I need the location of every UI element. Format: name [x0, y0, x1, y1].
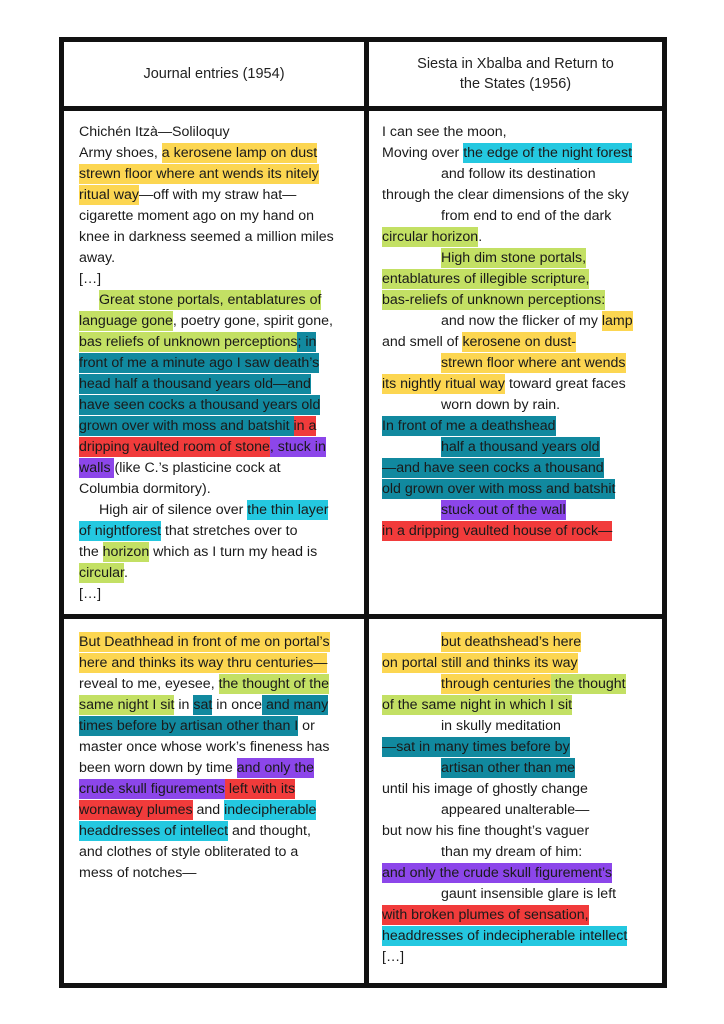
poem-line	[79, 695, 330, 716]
poem-line	[382, 353, 633, 374]
poem-line	[79, 395, 334, 416]
poem-line	[382, 374, 633, 395]
poem-line	[382, 926, 627, 947]
text-segment: […]	[79, 271, 102, 287]
poem-line	[79, 206, 334, 227]
text-segment: and thought,	[228, 823, 311, 839]
poem-line	[382, 884, 627, 905]
header-journal-line: Journal entries (1954)	[143, 66, 285, 82]
text-segment: than my dream of him:	[441, 844, 583, 860]
highlighted-text: the edge of the night forest	[463, 145, 633, 161]
poem-line	[79, 563, 334, 584]
poem-line	[79, 674, 330, 695]
poem-line	[382, 800, 627, 821]
highlighted-text: kerosene on dust-	[462, 334, 577, 350]
text-segment: or	[298, 718, 315, 734]
text-segment: and smell of	[382, 334, 463, 350]
highlighted-text: High dim stone portals,	[441, 250, 587, 266]
header-siesta-line-1: Siesta in Xbalba and Return to	[417, 56, 614, 72]
poem-line	[382, 395, 633, 416]
poem-line	[79, 653, 330, 674]
siesta-bottom-cell	[382, 632, 627, 968]
highlighted-text: and only the crude skull figurement’s	[382, 865, 613, 881]
poem-line	[382, 632, 627, 653]
poem-line	[79, 842, 330, 863]
highlighted-text: —and have seen cocks a thousand	[382, 460, 604, 476]
highlighted-text: circular	[79, 565, 124, 581]
poem-line	[79, 164, 334, 185]
text-segment: from end to end of the dark	[441, 208, 612, 224]
text-segment: in once	[212, 697, 262, 713]
text-segment: appeared unalterable—	[441, 802, 590, 818]
text-segment: until his image of ghostly change	[382, 781, 588, 797]
highlighted-text: on portal still and thinks its way	[382, 655, 578, 671]
highlighted-text: half a thousand years old	[441, 439, 600, 455]
poem-line	[382, 269, 633, 290]
poem-line	[382, 905, 627, 926]
poem-line	[382, 863, 627, 884]
text-segment: mess of notches—	[79, 865, 197, 881]
highlighted-text: In front of me a deathshead	[382, 418, 556, 434]
poem-line	[79, 332, 334, 353]
text-segment: Columbia dormitory).	[79, 481, 211, 497]
text-segment: , poetry gone, spirit gone,	[172, 313, 333, 329]
text-segment: Army shoes,	[79, 145, 162, 161]
text-segment: in	[174, 697, 194, 713]
poem-line	[79, 716, 330, 737]
highlighted-text: have seen cocks a thousand years old	[79, 397, 321, 413]
poem-line	[79, 737, 330, 758]
poem-line	[79, 374, 334, 395]
text-segment: which as I turn my head is	[149, 544, 318, 560]
poem-line	[382, 185, 633, 206]
header-divider	[64, 106, 662, 111]
highlighted-text: walls	[79, 460, 115, 476]
poem-line	[79, 458, 334, 479]
poem-line	[79, 758, 330, 779]
highlighted-text: with broken plumes of sensation,	[382, 907, 589, 923]
poem-line	[79, 227, 334, 248]
poem-line	[79, 821, 330, 842]
text-segment: […]	[79, 586, 102, 602]
poem-line	[79, 290, 334, 311]
text-segment: […]	[382, 949, 405, 965]
highlighted-text: language gone	[79, 313, 173, 329]
poem-line	[79, 542, 334, 563]
poem-line	[382, 143, 633, 164]
poem-line	[382, 290, 633, 311]
poem-line	[382, 521, 633, 542]
header-siesta-line-2: the States (1956)	[459, 76, 572, 92]
poem-line	[79, 269, 334, 290]
poem-line	[79, 479, 334, 500]
poem-line	[382, 758, 627, 779]
poem-line	[382, 311, 633, 332]
highlighted-text: and many	[262, 697, 329, 713]
poem-line	[382, 842, 627, 863]
text-segment: that stretches over to	[161, 523, 298, 539]
poem-line	[382, 416, 633, 437]
highlighted-text: times before by artisan other than I	[79, 718, 299, 734]
text-segment: through the clear dimensions of the sky	[382, 187, 629, 203]
highlighted-text: the thin layer	[247, 502, 329, 518]
text-segment: away.	[79, 250, 116, 266]
highlighted-text: and only the	[236, 760, 315, 776]
text-segment: worn down by rain.	[441, 397, 561, 413]
poem-line	[382, 500, 633, 521]
poem-line	[79, 143, 334, 164]
poem-line	[382, 947, 627, 968]
highlighted-text: sat	[193, 697, 213, 713]
poem-line	[79, 437, 334, 458]
highlighted-text: bas reliefs of unknown perceptions	[79, 334, 298, 350]
poem-line	[79, 632, 330, 653]
highlighted-text: entablatures of illegible scripture,	[382, 271, 590, 287]
text-segment: reveal to me, eyesee,	[79, 676, 219, 692]
text-segment: and	[192, 802, 225, 818]
poem-line	[79, 122, 334, 143]
poem-line	[382, 695, 627, 716]
highlighted-text: wornaway plumes	[79, 802, 193, 818]
poem-line	[79, 248, 334, 269]
highlighted-text: ritual way	[79, 187, 139, 203]
highlighted-text: headdresses of intellect	[79, 823, 229, 839]
highlighted-text: strewn floor where ant wends	[441, 355, 626, 371]
text-segment: been worn down by time	[79, 760, 237, 776]
journal-top-cell	[79, 122, 334, 605]
highlighted-text: ; in	[297, 334, 317, 350]
poem-line	[79, 863, 330, 884]
highlighted-text: its nightly ritual way	[382, 376, 506, 392]
highlighted-text: dripping vaulted room of stone	[79, 439, 270, 455]
highlighted-text: but deathshead’s here	[441, 634, 582, 650]
text-segment: toward great faces	[505, 376, 626, 392]
highlighted-text: of the same night in which I sit	[382, 697, 573, 713]
poem-line	[382, 227, 633, 248]
poem-line	[382, 248, 633, 269]
poem-line	[382, 479, 633, 500]
text-segment: cigarette moment ago on my hand on	[79, 208, 315, 224]
text-segment: and clothes of style obliterated to a	[79, 844, 299, 860]
text-segment: Chichén Itzà—Soliloquy	[79, 124, 230, 140]
highlighted-text: circular horizon	[382, 229, 479, 245]
highlighted-text: through centuries	[441, 676, 551, 692]
highlighted-text: front of me a minute ago I saw death’s	[79, 355, 320, 371]
highlighted-text: same night I sit	[79, 697, 175, 713]
siesta-top-cell	[382, 122, 633, 542]
text-segment: .	[478, 229, 483, 245]
highlighted-text: bas-reliefs of unknown perceptions:	[382, 292, 606, 308]
poem-line	[382, 437, 633, 458]
text-segment: and follow its destination	[441, 166, 596, 182]
poem-line	[382, 653, 627, 674]
poem-line	[382, 821, 627, 842]
highlighted-text: left with its	[224, 781, 296, 797]
poem-line	[382, 206, 633, 227]
comparison-table	[59, 37, 667, 988]
highlighted-text: strewn floor where ant wends its nitely	[79, 166, 319, 182]
poem-line	[382, 122, 633, 143]
highlighted-text: artisan other than me	[441, 760, 576, 776]
highlighted-text: here and thinks its way thru centuries—	[79, 655, 328, 671]
text-segment: master once whose work’s fineness has	[79, 739, 330, 755]
text-segment: .	[123, 565, 128, 581]
text-segment: but now his fine thought’s vaguer	[382, 823, 590, 839]
text-segment: —off with my straw hat—	[138, 187, 297, 203]
highlighted-text: crude skull figurements	[79, 781, 225, 797]
column-divider	[364, 42, 369, 983]
text-segment: (like C.’s plasticine cock at	[114, 460, 281, 476]
highlighted-text: horizon	[102, 544, 150, 560]
poem-line	[382, 716, 627, 737]
highlighted-text: of nightforest	[79, 523, 162, 539]
poem-line	[79, 185, 334, 206]
header-journal-entries	[64, 42, 364, 106]
text-segment: gaunt insensible glare is left	[441, 886, 617, 902]
poem-line	[79, 800, 330, 821]
highlighted-text: Great stone portals, entablatures of	[99, 292, 322, 308]
text-segment: in skully meditation	[441, 718, 561, 734]
poem-line	[382, 164, 633, 185]
poem-line	[79, 416, 334, 437]
poem-line	[382, 674, 627, 695]
header-siesta-in-xbalba	[369, 42, 662, 106]
highlighted-text: , stuck in	[269, 439, 326, 455]
poem-line	[79, 779, 330, 800]
highlighted-text: the thought of the	[218, 676, 330, 692]
poem-line	[79, 311, 334, 332]
journal-bottom-cell	[79, 632, 330, 884]
row-divider	[64, 614, 662, 619]
poem-line	[382, 737, 627, 758]
highlighted-text: in a dripping vaulted house of rock—	[382, 523, 613, 539]
poem-line	[79, 500, 334, 521]
poem-line	[79, 353, 334, 374]
poem-line	[382, 458, 633, 479]
highlighted-text: indecipherable	[224, 802, 317, 818]
highlighted-text: stuck out of the wall	[441, 502, 566, 518]
highlighted-text: old grown over with moss and batshit	[382, 481, 616, 497]
text-segment: and now the flicker of my	[441, 313, 602, 329]
highlighted-text: —sat in many times before by	[382, 739, 570, 755]
poem-line	[79, 584, 334, 605]
highlighted-text: But Deathhead in front of me on portal’s	[79, 634, 330, 650]
poem-line	[382, 332, 633, 353]
highlighted-text: a kerosene lamp on dust	[161, 145, 318, 161]
poem-line	[79, 521, 334, 542]
text-segment: knee in darkness seemed a million miles	[79, 229, 334, 245]
highlighted-text: lamp	[601, 313, 633, 329]
text-segment: Moving over	[382, 145, 464, 161]
text-segment: I can see the moon,	[382, 124, 507, 140]
text-segment: the	[79, 544, 103, 560]
highlighted-text: in a	[293, 418, 317, 434]
highlighted-text: head half a thousand years old—and	[79, 376, 311, 392]
highlighted-text: grown over with moss and batshit	[79, 418, 294, 434]
poem-line	[382, 779, 627, 800]
highlighted-text: the thought	[550, 676, 626, 692]
highlighted-text: headdresses of indecipherable intellect	[382, 928, 628, 944]
text-segment: High air of silence over	[99, 502, 248, 518]
